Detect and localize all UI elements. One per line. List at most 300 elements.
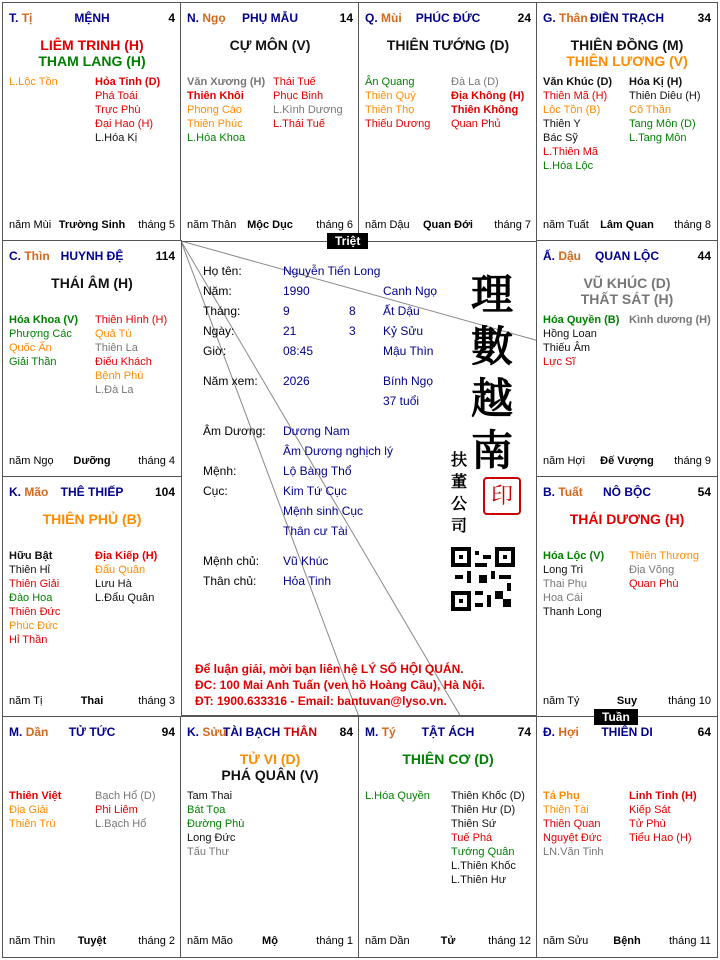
label-day: Ngày: bbox=[203, 324, 235, 338]
palace-month: tháng 8 bbox=[674, 219, 711, 231]
minor-star: Thiên Y bbox=[543, 118, 581, 130]
palace-name: MỆNH bbox=[74, 11, 110, 25]
minor-star: L.Tang Môn bbox=[629, 132, 687, 144]
minor-star: Đào Hoa bbox=[9, 592, 53, 604]
minor-star: Tấu Thư bbox=[187, 846, 230, 858]
palace-header bbox=[187, 11, 353, 25]
info-labels bbox=[203, 261, 258, 391]
palace-header bbox=[9, 485, 175, 499]
minor-star: Thiên La bbox=[95, 342, 138, 354]
center-info-panel bbox=[180, 240, 538, 716]
palace-month: tháng 10 bbox=[668, 695, 711, 707]
main-stars bbox=[181, 751, 359, 783]
contact-line-1: Để luận giải, mời bạn liên hệ LÝ SỐ HỘI QUÁN. bbox=[195, 662, 464, 676]
label-year: Năm: bbox=[203, 284, 232, 298]
main-stars bbox=[3, 275, 181, 291]
palace-stage: Mộc Dục bbox=[247, 219, 293, 231]
main-stars bbox=[359, 751, 537, 767]
minor-star: Hỏa Tinh (D) bbox=[95, 76, 161, 88]
palace-mui[interactable] bbox=[358, 2, 538, 242]
minor-star: Hỉ Thần bbox=[9, 634, 48, 646]
minor-star: Cô Thần bbox=[629, 104, 671, 116]
palace-year: năm Ngọ bbox=[9, 455, 54, 467]
palace-position: Ấ. Dậu bbox=[543, 249, 582, 263]
value-amduong-2: Âm Dương nghịch lý bbox=[283, 444, 393, 458]
palace-footer bbox=[543, 695, 711, 709]
cc-view-year: Bính Ngọ bbox=[383, 374, 434, 388]
minor-star: Bạch Hổ (D) bbox=[95, 790, 156, 802]
palace-suu[interactable] bbox=[180, 716, 360, 958]
cc-hour: Mậu Thìn bbox=[383, 344, 434, 358]
minor-star: L.Đẩu Quân bbox=[95, 592, 155, 604]
main-star: THÁI ÂM (H) bbox=[51, 275, 133, 291]
minor-stars-right bbox=[629, 789, 697, 845]
palace-footer bbox=[187, 935, 353, 949]
small-calligraphy: 扶 董 公 司 bbox=[451, 450, 468, 535]
palace-number: 104 bbox=[154, 485, 175, 499]
palace-month: tháng 4 bbox=[138, 455, 175, 467]
value-thanchu: Hỏa Tinh bbox=[283, 574, 332, 588]
palace-position: M. Dần bbox=[9, 725, 49, 739]
palace-footer bbox=[543, 455, 711, 469]
palace-number: 4 bbox=[168, 11, 175, 25]
main-star: THIÊN PHỦ (B) bbox=[42, 511, 142, 527]
minor-star: Lộc Tồn (B) bbox=[543, 104, 601, 116]
label-cuc: Cục: bbox=[203, 484, 228, 498]
minor-star: Thai Phụ bbox=[543, 578, 588, 590]
minor-star: Phượng Các bbox=[9, 328, 72, 340]
minor-stars-right bbox=[95, 313, 167, 397]
minor-star: Thiên Thọ bbox=[365, 104, 415, 116]
palace-header bbox=[9, 249, 175, 263]
minor-star: Thiếu Âm bbox=[543, 342, 591, 354]
label-amduong: Âm Dương: bbox=[203, 424, 266, 438]
palace-footer bbox=[9, 219, 175, 233]
minor-star: Thiên Việt bbox=[9, 790, 62, 802]
cc-year: Canh Ngọ bbox=[383, 284, 438, 298]
palace-position: N. Ngọ bbox=[187, 11, 226, 25]
minor-star: Thiên Khôi bbox=[187, 90, 244, 102]
palace-name: PHỤ MẪU bbox=[242, 11, 298, 25]
minor-star: Lưu Hà bbox=[95, 578, 132, 590]
main-stars bbox=[3, 37, 181, 69]
minor-stars-left bbox=[543, 549, 604, 619]
minor-star: Bát Tọa bbox=[187, 804, 226, 816]
minor-star: Bệnh Phù bbox=[95, 370, 144, 382]
value-hour: 08:45 bbox=[283, 344, 314, 358]
qr-code-icon[interactable] bbox=[451, 547, 515, 611]
minor-star: Bác Sỹ bbox=[543, 132, 578, 144]
palace-stage: Lâm Quan bbox=[600, 219, 654, 231]
palace-stage: Đế Vượng bbox=[600, 455, 654, 467]
minor-star: L.Hóa Lộc bbox=[543, 160, 594, 172]
minor-star: L.Kình Dương bbox=[273, 104, 343, 116]
minor-star: Long Trì bbox=[543, 564, 584, 576]
palace-year: năm Sửu bbox=[543, 935, 589, 947]
minor-stars-left bbox=[543, 75, 612, 173]
contact-line-3: ĐT: 1900.633316 - Email: bantuvan@lyso.vn. bbox=[195, 694, 447, 708]
minor-stars-right bbox=[95, 789, 156, 831]
minor-star: Thiên Tài bbox=[543, 804, 589, 816]
minor-star: Phúc Đức bbox=[9, 620, 58, 632]
minor-stars-left bbox=[365, 789, 430, 803]
minor-star: Thanh Long bbox=[543, 606, 602, 618]
info-values-2 bbox=[283, 421, 393, 591]
palace-header bbox=[365, 725, 531, 739]
minor-stars-left bbox=[9, 789, 61, 831]
minor-star: Kiếp Sát bbox=[629, 804, 671, 816]
main-star: THAM LANG (H) bbox=[38, 53, 146, 69]
palace-number: 54 bbox=[697, 485, 711, 499]
palace-position: T. Tị bbox=[9, 11, 33, 25]
palace-stage: Thai bbox=[80, 695, 104, 707]
main-stars bbox=[359, 37, 537, 53]
minor-star: Đẩu Quân bbox=[95, 564, 146, 576]
value-cuc: Kim Tứ Cục bbox=[283, 484, 347, 498]
palace-header bbox=[365, 11, 531, 25]
minor-star: Thiên Hỉ bbox=[9, 564, 50, 576]
minor-star: Ân Quang bbox=[365, 76, 415, 88]
callig-char-4: 南 bbox=[471, 426, 514, 475]
minor-star: Đà La (D) bbox=[451, 76, 499, 88]
palace-position: K. Sửu bbox=[187, 725, 227, 739]
main-stars bbox=[537, 275, 717, 307]
palace-position: B. Tuất bbox=[543, 485, 583, 499]
main-stars bbox=[537, 37, 717, 69]
palace-stage: Mộ bbox=[262, 935, 278, 947]
info-values bbox=[283, 261, 380, 391]
main-star: THIÊN TƯỚNG (D) bbox=[386, 37, 510, 53]
minor-star: Hóa Quyền (B) bbox=[543, 314, 620, 326]
palace-dan[interactable] bbox=[2, 716, 182, 958]
palace-name: THIÊN DI bbox=[601, 725, 653, 739]
minor-star: Thiên Thương bbox=[629, 550, 700, 562]
minor-stars-left bbox=[9, 75, 58, 89]
main-stars bbox=[181, 37, 359, 53]
minor-star: Quả Tú bbox=[95, 328, 132, 340]
minor-star: L.Đà La bbox=[95, 384, 134, 396]
palace-header bbox=[187, 725, 353, 739]
palace-number: 34 bbox=[697, 11, 711, 25]
minor-star: Tuế Phá bbox=[451, 832, 493, 844]
minor-star: L.Bạch Hổ bbox=[95, 818, 147, 830]
lunar-values bbox=[349, 301, 356, 341]
label-menhchu: Mệnh chủ: bbox=[203, 554, 260, 568]
palace-footer bbox=[9, 935, 175, 949]
palace-ti[interactable] bbox=[2, 2, 182, 242]
minor-star: Quan Phủ bbox=[451, 118, 501, 130]
minor-star: Văn Khúc (D) bbox=[543, 76, 613, 88]
minor-star: Địa Võng bbox=[629, 564, 675, 576]
minor-star: Tả Phụ bbox=[543, 790, 580, 802]
palace-position: M. Tý bbox=[365, 725, 396, 739]
palace-footer bbox=[365, 935, 531, 949]
palace-ty[interactable] bbox=[358, 716, 538, 958]
value-month: 9 bbox=[283, 304, 290, 318]
minor-star: Tử Phù bbox=[629, 818, 666, 830]
palace-month: tháng 7 bbox=[494, 219, 531, 231]
palace-stage: Trường Sinh bbox=[58, 219, 126, 231]
minor-star: Quốc Ấn bbox=[9, 342, 52, 354]
minor-star: Trực Phù bbox=[95, 104, 141, 116]
palace-position: G. Thân bbox=[543, 11, 588, 25]
palace-month: tháng 1 bbox=[316, 935, 353, 947]
palace-year: năm Thân bbox=[187, 219, 237, 231]
minor-stars-left bbox=[543, 313, 619, 369]
palace-year: năm Mùi bbox=[9, 219, 52, 231]
minor-star: Thiên Đức bbox=[9, 606, 61, 618]
lunar-day: 3 bbox=[349, 324, 356, 338]
red-seal-icon: 印 bbox=[483, 477, 521, 515]
lunar-month: 8 bbox=[349, 304, 356, 318]
minor-star: Tướng Quân bbox=[451, 846, 515, 858]
minor-star: L.Lộc Tồn bbox=[9, 76, 58, 88]
minor-stars-right bbox=[451, 789, 525, 887]
minor-star: Thiếu Dương bbox=[365, 118, 431, 130]
palace-month: tháng 6 bbox=[316, 219, 353, 231]
minor-stars-right bbox=[451, 75, 524, 131]
palace-number: 74 bbox=[517, 725, 531, 739]
minor-star: Thiên Phúc bbox=[187, 118, 243, 130]
palace-name: QUAN LỘC bbox=[595, 249, 659, 263]
palace-name: THÊ THIẾP bbox=[60, 485, 124, 499]
value-amduong: Dương Nam bbox=[283, 424, 350, 438]
palace-dau[interactable] bbox=[536, 240, 718, 478]
minor-star: Thiên Giải bbox=[9, 578, 60, 590]
main-stars bbox=[537, 511, 717, 527]
main-star: TỬ VI (D) bbox=[239, 751, 301, 767]
calligraphy bbox=[471, 269, 513, 477]
palace-month: tháng 12 bbox=[488, 935, 531, 947]
palace-stage: Suy bbox=[616, 695, 638, 707]
palace-header bbox=[543, 11, 711, 25]
palace-footer bbox=[543, 219, 711, 233]
minor-stars-left bbox=[187, 789, 244, 859]
palace-position: K. Mão bbox=[9, 485, 49, 499]
minor-star: L.Hóa Khoa bbox=[187, 132, 246, 144]
palace-year: năm Tý bbox=[543, 695, 580, 707]
palace-number: 84 bbox=[339, 725, 353, 739]
palace-stage: Quan Đới bbox=[423, 219, 473, 231]
palace-header bbox=[543, 725, 711, 739]
main-star: CỰ MÔN (V) bbox=[229, 37, 311, 53]
label-thanchu: Thân chủ: bbox=[203, 574, 257, 588]
label-month: Tháng: bbox=[203, 304, 241, 318]
palace-stage: Tuyệt bbox=[77, 935, 107, 947]
minor-star: Địa Giải bbox=[9, 804, 49, 816]
cc-day: Kỷ Sửu bbox=[383, 324, 424, 338]
minor-star: Thiên Diêu (H) bbox=[629, 90, 701, 102]
main-star: VŨ KHÚC (D) bbox=[583, 275, 671, 291]
palace-number: 44 bbox=[697, 249, 711, 263]
palace-position: Đ. Hợi bbox=[543, 725, 579, 739]
minor-star: Địa Kiếp (H) bbox=[95, 550, 158, 562]
palace-header bbox=[543, 249, 711, 263]
palace-name: TẬT ÁCH bbox=[421, 725, 475, 739]
minor-star: Long Đức bbox=[187, 832, 236, 844]
minor-star: Lực Sĩ bbox=[543, 356, 576, 368]
minor-star: Hữu Bật bbox=[9, 550, 53, 562]
palace-name: PHÚC ĐỨC bbox=[415, 11, 481, 25]
palace-footer bbox=[187, 219, 353, 233]
palace-hoi[interactable] bbox=[536, 716, 718, 958]
minor-star: Địa Không (H) bbox=[451, 90, 525, 102]
minor-star: Văn Xương (H) bbox=[187, 76, 266, 88]
palace-year: năm Hợi bbox=[543, 455, 586, 467]
palace-footer bbox=[9, 455, 175, 469]
minor-star: Hóa Kị (H) bbox=[629, 76, 683, 88]
minor-star: Hóa Lộc (V) bbox=[543, 550, 605, 562]
palace-stage: Bệnh bbox=[613, 935, 641, 947]
main-star: THÁI DƯƠNG (H) bbox=[569, 511, 685, 527]
palace-header bbox=[9, 11, 175, 25]
label-menh: Mệnh: bbox=[203, 464, 237, 478]
palace-name: HUYNH ĐỆ bbox=[60, 249, 124, 263]
minor-star: LN.Văn Tinh bbox=[543, 846, 604, 858]
minor-star: Hoa Cái bbox=[543, 592, 583, 604]
palace-header bbox=[9, 725, 175, 739]
minor-star: Quan Phù bbox=[629, 578, 679, 590]
label-name: Họ tên: bbox=[203, 264, 242, 278]
value-menh: Lộ Bàng Thổ bbox=[283, 464, 352, 478]
palace-number: 114 bbox=[155, 249, 175, 263]
minor-stars-left bbox=[9, 549, 60, 647]
palace-year: năm Mão bbox=[187, 935, 233, 947]
minor-star: Đại Hao (H) bbox=[95, 118, 154, 130]
palace-header bbox=[543, 485, 711, 499]
minor-star: Thiên Mã (H) bbox=[543, 90, 608, 102]
minor-star: Điếu Khách bbox=[95, 356, 152, 368]
palace-name: TỬ TỨC bbox=[68, 725, 116, 739]
minor-star: L.Thiên Mã bbox=[543, 146, 599, 158]
minor-star: Thiên Sứ bbox=[451, 818, 497, 830]
minor-star: Tiểu Hao (H) bbox=[629, 832, 692, 844]
minor-star: Hồng Loan bbox=[543, 328, 597, 340]
minor-stars-right bbox=[95, 75, 160, 145]
minor-star: Phi Liêm bbox=[95, 804, 138, 816]
minor-star: Kình dương (H) bbox=[629, 314, 711, 326]
palace-year: năm Thìn bbox=[9, 935, 56, 947]
minor-stars-right bbox=[629, 549, 699, 591]
palace-mao[interactable] bbox=[2, 476, 182, 718]
value-view-year: 2026 bbox=[283, 374, 310, 388]
info-labels-2 bbox=[203, 421, 266, 591]
minor-star: Phá Toái bbox=[95, 90, 138, 102]
minor-star: Thái Tuế bbox=[273, 76, 316, 88]
palace-name: ĐIỀN TRẠCH bbox=[590, 11, 664, 25]
palace-month: tháng 9 bbox=[674, 455, 711, 467]
palace-month: tháng 5 bbox=[138, 219, 175, 231]
value-cuc-3: Thân cư Tài bbox=[283, 524, 348, 538]
label-hour: Giờ: bbox=[203, 344, 227, 358]
minor-stars-right bbox=[273, 75, 343, 131]
main-star: THIÊN CƠ (D) bbox=[402, 751, 494, 767]
value-cuc-2: Mệnh sinh Cục bbox=[283, 504, 364, 518]
palace-name: NÔ BỘC bbox=[603, 485, 651, 499]
palace-ngo[interactable] bbox=[180, 2, 360, 242]
main-star: LIÊM TRINH (H) bbox=[40, 37, 144, 53]
palace-year: năm Tuất bbox=[543, 219, 589, 231]
triet-tag: Triệt bbox=[327, 233, 368, 249]
palace-name: TÀI BẠCH THÂN bbox=[223, 725, 317, 739]
minor-star: Thiên Hư (D) bbox=[451, 804, 516, 816]
palace-footer bbox=[9, 695, 175, 709]
palace-tuat[interactable] bbox=[536, 476, 718, 718]
minor-stars-right bbox=[95, 549, 157, 605]
palace-year: năm Dậu bbox=[365, 219, 410, 231]
minor-stars-left bbox=[9, 313, 78, 369]
contact-info bbox=[195, 661, 485, 709]
palace-year: năm Tị bbox=[9, 695, 43, 707]
cc-month: Ất Dậu bbox=[383, 304, 420, 318]
palace-position: C. Thìn bbox=[9, 249, 50, 263]
main-star: THIÊN ĐỒNG (M) bbox=[570, 37, 684, 53]
palace-year: năm Dần bbox=[365, 935, 410, 947]
palace-footer bbox=[543, 935, 711, 949]
callig-char-3: 越 bbox=[471, 374, 514, 423]
minor-stars-left bbox=[543, 789, 604, 859]
minor-star: Thiên Quý bbox=[365, 90, 416, 102]
minor-star: Nguyệt Đức bbox=[543, 832, 602, 844]
minor-star: Thiên Quan bbox=[543, 818, 601, 830]
minor-star: Tam Thai bbox=[187, 790, 233, 802]
value-year: 1990 bbox=[283, 284, 310, 298]
palace-number: 24 bbox=[517, 11, 531, 25]
minor-star: Thiên Khốc (D) bbox=[451, 790, 525, 802]
age: 37 tuổi bbox=[383, 394, 420, 408]
palace-footer bbox=[365, 219, 531, 233]
minor-star: Thiên Trù bbox=[9, 818, 56, 830]
callig-char-1: 理 bbox=[471, 270, 514, 319]
minor-star: Thiên Không bbox=[451, 104, 519, 116]
minor-stars-right bbox=[629, 75, 701, 145]
value-menhchu: Vũ Khúc bbox=[283, 554, 329, 568]
palace-position: Q. Mùi bbox=[365, 11, 402, 25]
minor-star: Thiên Hình (H) bbox=[95, 314, 168, 326]
minor-stars-left bbox=[187, 75, 265, 145]
minor-star: L.Hóa Quyền bbox=[365, 790, 430, 802]
value-name: Nguyễn Tiến Long bbox=[283, 264, 381, 278]
palace-month: tháng 3 bbox=[138, 695, 175, 707]
label-view-year: Năm xem: bbox=[203, 374, 258, 388]
minor-star: Hóa Khoa (V) bbox=[9, 314, 79, 326]
palace-than[interactable] bbox=[536, 2, 718, 242]
minor-star: Đường Phù bbox=[187, 818, 245, 830]
main-star: THIÊN LƯƠNG (V) bbox=[566, 53, 688, 69]
palace-number: 14 bbox=[339, 11, 353, 25]
can-chi-values bbox=[383, 281, 437, 411]
palace-thin[interactable] bbox=[2, 240, 182, 478]
palace-month: tháng 11 bbox=[668, 935, 711, 947]
palace-number: 64 bbox=[697, 725, 711, 739]
minor-stars-right bbox=[629, 313, 711, 327]
minor-star: Tang Môn (D) bbox=[629, 118, 696, 130]
callig-char-2: 數 bbox=[471, 322, 514, 371]
minor-star: L.Thái Tuế bbox=[273, 118, 325, 130]
minor-star: L.Thiên Hư bbox=[451, 874, 507, 886]
contact-line-2: ĐC: 100 Mai Anh Tuấn (ven hồ Hoàng Cầu), Hà Nội. bbox=[195, 678, 486, 692]
main-star: THẤT SÁT (H) bbox=[580, 291, 674, 307]
minor-star: Linh Tinh (H) bbox=[629, 790, 697, 802]
tuan-tag: Tuần bbox=[594, 709, 638, 725]
main-stars bbox=[3, 511, 181, 527]
minor-stars-left bbox=[365, 75, 430, 131]
palace-stage: Tử bbox=[440, 935, 456, 947]
minor-star: Phong Cáo bbox=[187, 104, 243, 116]
minor-star: L.Hóa Kị bbox=[95, 132, 138, 144]
main-star: PHÁ QUÂN (V) bbox=[221, 767, 319, 783]
value-day: 21 bbox=[283, 324, 297, 338]
